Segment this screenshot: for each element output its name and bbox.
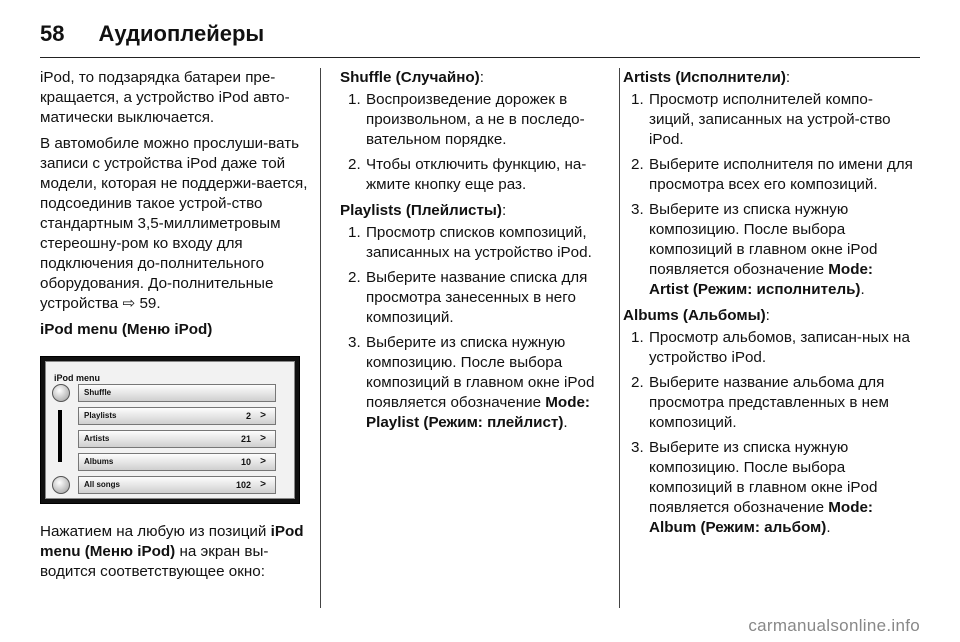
mode-label: Mode: Playlist (Режим: плейлист) xyxy=(366,394,590,431)
scroll-up-knob-icon[interactable] xyxy=(52,384,70,402)
ipod-menu-item[interactable] xyxy=(78,453,276,471)
paragraph-2-text: В автомобиле можно прослуши-вать записи с устройства iPod даже той модели, которая не поддержи-вается, подсоединив такое устрой-ство стандартным 3,5-миллиметровым стереошну-ром ко входу для подключения до-полнительного оборудования. До-полнительные устройства xyxy=(40,135,308,312)
list-item xyxy=(623,438,913,538)
chevron-right-icon: > xyxy=(260,410,266,421)
albums-heading: Albums (Альбомы): xyxy=(623,307,770,324)
scroll-down-knob-icon[interactable] xyxy=(52,476,70,494)
page-header xyxy=(40,14,264,54)
ipod-menu-item-count: 21 xyxy=(240,434,251,444)
ipod-menu-item-count: 102 xyxy=(235,480,251,490)
list-item xyxy=(623,155,913,195)
list-item xyxy=(623,90,913,150)
list-item-number: 2. xyxy=(348,269,361,286)
paragraph-3-bold: iPod menu (Меню iPod) xyxy=(40,523,304,560)
list-item-text: Выберите из списка нужную композицию. После выбора композиций в главном окне iPod появляется обозначение xyxy=(649,439,878,516)
scroll-track xyxy=(58,410,62,462)
paragraph-2 xyxy=(40,134,310,314)
ipod-menu-item-label: Albums xyxy=(84,457,114,466)
playlists-heading: Playlists (Плейлисты): xyxy=(340,202,507,219)
ipod-menu-item-label: Shuffle xyxy=(84,388,112,397)
list-item-text: Выберите исполнителя по имени для просмотра всех его композиций. xyxy=(649,156,913,193)
column-2 xyxy=(340,68,608,439)
list-item-text: Чтобы отключить функцию, на-жмите кнопку еще раз. xyxy=(366,156,587,193)
list-item-text: Просмотр альбомов, записан-ных на устройство iPod. xyxy=(649,329,910,366)
column-1 xyxy=(40,68,310,588)
chevron-right-icon: > xyxy=(260,479,266,490)
paragraph-3-end: на экран вы-водится соответствующее окно: xyxy=(40,543,269,580)
ipod-menu-title: iPod menu xyxy=(54,373,101,383)
ipod-menu-item-label: Artists xyxy=(84,434,110,443)
list-item xyxy=(340,90,608,150)
ipod-menu-item[interactable] xyxy=(78,476,276,494)
list-item xyxy=(623,328,913,368)
list-item-number: 2. xyxy=(631,156,644,173)
playlists-heading-text: Playlists (Плейлисты) xyxy=(340,202,502,219)
list-item-end: . xyxy=(826,519,831,536)
ipod-menu-heading: iPod menu (Меню iPod) xyxy=(40,321,213,338)
paragraph-3 xyxy=(40,522,310,582)
page-ref-link[interactable]: 59. xyxy=(139,295,161,312)
chevron-right-icon: > xyxy=(260,433,266,444)
list-item-text: Воспроизведение дорожек в произвольном, а не в последо-вательном порядке. xyxy=(366,91,585,148)
paragraph-1: iPod, то подзарядка батареи пре-кращается, а устройство iPod авто-матически выключается. xyxy=(40,69,290,126)
playlists-list xyxy=(340,223,608,433)
list-item-number: 3. xyxy=(348,334,361,351)
header-rule xyxy=(40,57,920,58)
mode-label: Mode: Album (Режим: альбом) xyxy=(649,499,873,536)
ipod-menu-item-count: 2 xyxy=(245,411,251,421)
list-item-text: Выберите название списка для просмотра занесенных в него композиций. xyxy=(366,269,588,326)
list-item-number: 1. xyxy=(631,329,644,346)
shuffle-list xyxy=(340,90,608,195)
ipod-menu-item[interactable] xyxy=(78,407,276,425)
ipod-menu-item-count: 10 xyxy=(240,457,251,467)
shuffle-heading-text: Shuffle (Случайно) xyxy=(340,69,480,86)
list-item-number: 1. xyxy=(631,91,644,108)
list-item xyxy=(340,155,608,195)
column-divider-1 xyxy=(320,68,321,608)
paragraph-3-start: Нажатием на любую из позиций xyxy=(40,523,267,540)
list-item-end: . xyxy=(563,414,568,431)
page-ref-arrow-icon: ⇨ xyxy=(122,295,136,312)
page-number: 58 xyxy=(40,21,65,46)
list-item-number: 1. xyxy=(348,91,361,108)
mode-label: Mode: Artist (Режим: исполнитель) xyxy=(649,261,873,298)
list-item-text: Просмотр списков композиций, записанных на устройство iPod. xyxy=(366,224,592,261)
shuffle-heading: Shuffle (Случайно): xyxy=(340,69,484,86)
list-item-number: 3. xyxy=(631,439,644,456)
column-divider-2 xyxy=(619,68,620,608)
albums-heading-text: Albums (Альбомы) xyxy=(623,307,766,324)
list-item-text: Выберите из списка нужную композицию. После выбора композиций в главном окне iPod появляется обозначение xyxy=(366,334,595,411)
ipod-menu-figure xyxy=(40,356,300,504)
list-item xyxy=(340,333,608,433)
artists-heading: Artists (Исполнители): xyxy=(623,69,791,86)
list-item-text: Выберите из списка нужную композицию. После выбора композиций в главном окне iPod появляется обозначение xyxy=(649,201,878,278)
list-item-number: 2. xyxy=(631,374,644,391)
ipod-menu-item-label: Playlists xyxy=(84,411,117,420)
list-item-number: 1. xyxy=(348,224,361,241)
list-item-end: . xyxy=(860,281,865,298)
page-title: Аудиоплейеры xyxy=(98,21,265,46)
list-item-text: Просмотр исполнителей компо-зиций, записанных на устрой-ство iPod. xyxy=(649,91,891,148)
list-item-number: 3. xyxy=(631,201,644,218)
ipod-menu-item[interactable] xyxy=(78,430,276,448)
list-item-text: Выберите название альбома для просмотра представленных в нем композиций. xyxy=(649,374,889,431)
artists-list xyxy=(623,90,913,300)
list-item xyxy=(623,200,913,300)
ipod-menu-item-label: All songs xyxy=(84,480,121,489)
albums-list xyxy=(623,328,913,538)
ipod-menu-item[interactable] xyxy=(78,384,276,402)
watermark: carmanualsonline.info xyxy=(748,616,920,635)
artists-heading-text: Artists (Исполнители) xyxy=(623,69,786,86)
list-item xyxy=(340,268,608,328)
list-item xyxy=(623,373,913,433)
list-item xyxy=(340,223,608,263)
ipod-menu-screen xyxy=(45,361,295,499)
column-3 xyxy=(623,68,913,544)
list-item-number: 2. xyxy=(348,156,361,173)
chevron-right-icon: > xyxy=(260,456,266,467)
